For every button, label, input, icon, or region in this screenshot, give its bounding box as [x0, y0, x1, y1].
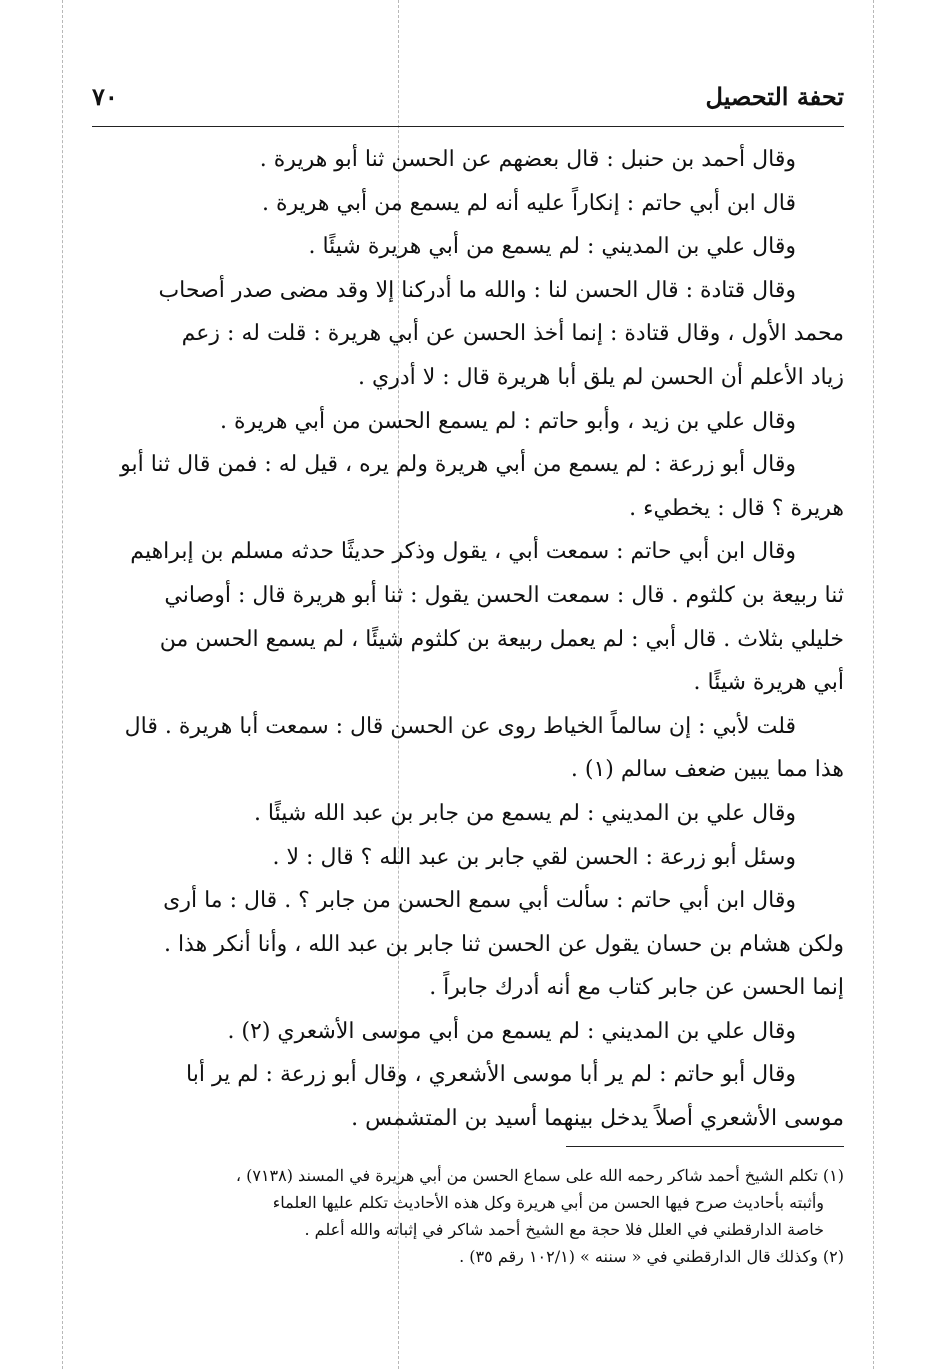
- text-line: هذا مما يبين ضعف سالم (١) .: [570, 757, 844, 783]
- text-line: ولكن هشام بن حسان يقول عن الحسن ثنا جابر بن عبد الله ، وأنا أنكر هذا .: [163, 931, 844, 957]
- footnote-line: (١) تكلم الشيخ أحمد شاكر رحمه الله على سماع الحسن من أبي هريرة في المسند (٧١٣٨) ،: [235, 1166, 844, 1185]
- text-line: محمد الأول ، وقال قتادة : إنما أخذ الحسن عن أبي هريرة : قلت له : زعم: [181, 321, 844, 347]
- page-number: ٧٠: [92, 82, 118, 111]
- footnote-separator: [566, 1146, 844, 1147]
- text-line: وقال أبو زرعة : لم يسمع من أبي هريرة ولم يره ، قيل له : فمن قال ثنا أبو: [120, 452, 796, 478]
- scan-guide-line: [62, 0, 63, 1369]
- text-line: وقال علي بن المديني : لم يسمع من جابر بن عبد الله شيئًا .: [253, 800, 796, 826]
- text-line: زياد الأعلم أن الحسن لم يلق أبا هريرة قال : لا أدري .: [357, 364, 844, 390]
- text-line: هريرة ؟ قال : يخطيء .: [629, 495, 844, 521]
- text-line: إنما الحسن عن جابر كتاب مع أنه أدرك جابراً .: [429, 975, 844, 1001]
- text-line: قال ابن أبي حاتم : إنكاراً عليه أنه لم يسمع من أبي هريرة .: [262, 190, 796, 216]
- book-title: تحفة التحصيل: [705, 82, 844, 111]
- text-line: وسئل أبو زرعة : الحسن لقي جابر بن عبد الله ؟ قال : لا .: [272, 844, 796, 870]
- footnote-line: وأثبته بأحاديث صرح فيها الحسن من أبي هريرة وكل هذه الأحاديث تكلم عليها العلماء: [272, 1193, 824, 1212]
- text-line: وقال أبو حاتم : لم ير أبا موسى الأشعري ، وقال أبو زرعة : لم ير أبا: [186, 1062, 796, 1088]
- text-line: أبي هريرة شيئًا .: [693, 670, 844, 696]
- text-line: وقال علي بن زيد ، وأبو حاتم : لم يسمع الحسن من أبي هريرة .: [220, 408, 796, 434]
- text-line: وقال علي بن المديني : لم يسمع من أبي موسى الأشعري (٢) .: [227, 1018, 796, 1044]
- text-line: خليلي بثلاث . قال أبي : لم يعمل ربيعة بن كلثوم شيئًا ، لم يسمع الحسن من: [159, 626, 844, 652]
- scan-guide-line: [873, 0, 874, 1369]
- footnotes: [92, 1162, 844, 1270]
- text-line: موسى الأشعري أصلاً يدخل بينهما أسيد بن المتشمس .: [351, 1106, 844, 1132]
- header-rule: [92, 126, 844, 127]
- text-line: قلت لأبي : إن سالماً الخياط روى عن الحسن قال : سمعت أبا هريرة . قال: [124, 713, 796, 739]
- footnote-line: خاصة الدارقطني في العلل فلا حجة مع الشيخ أحمد شاكر في إثباته والله أعلم .: [304, 1220, 824, 1239]
- text-line: ثنا ربيعة بن كلثوم . قال : سمعت الحسن يقول : ثنا أبو هريرة قال : أوصاني: [164, 582, 844, 608]
- text-line: وقال ابن أبي حاتم : سمعت أبي ، يقول وذكر حديثًا حدثه مسلم بن إبراهيم: [130, 539, 796, 565]
- text-line: وقال أحمد بن حنبل : قال بعضهم عن الحسن ثنا أبو هريرة .: [259, 147, 796, 172]
- footnote-line: (٢) وكذلك قال الدارقطني في « سننه » (١٠٢/١ رقم ٣٥) .: [459, 1247, 844, 1266]
- text-line: وقال قتادة : قال الحسن لنا : والله ما أدركنا إلا وقد مضى صدر أصحاب: [158, 277, 796, 303]
- text-line: وقال علي بن المديني : لم يسمع من أبي هريرة شيئًا .: [308, 234, 796, 260]
- main-text: [92, 138, 844, 1141]
- text-line: وقال ابن أبي حاتم : سألت أبي سمع الحسن من جابر ؟ . قال : ما أرى: [163, 888, 796, 914]
- running-header: [92, 78, 844, 122]
